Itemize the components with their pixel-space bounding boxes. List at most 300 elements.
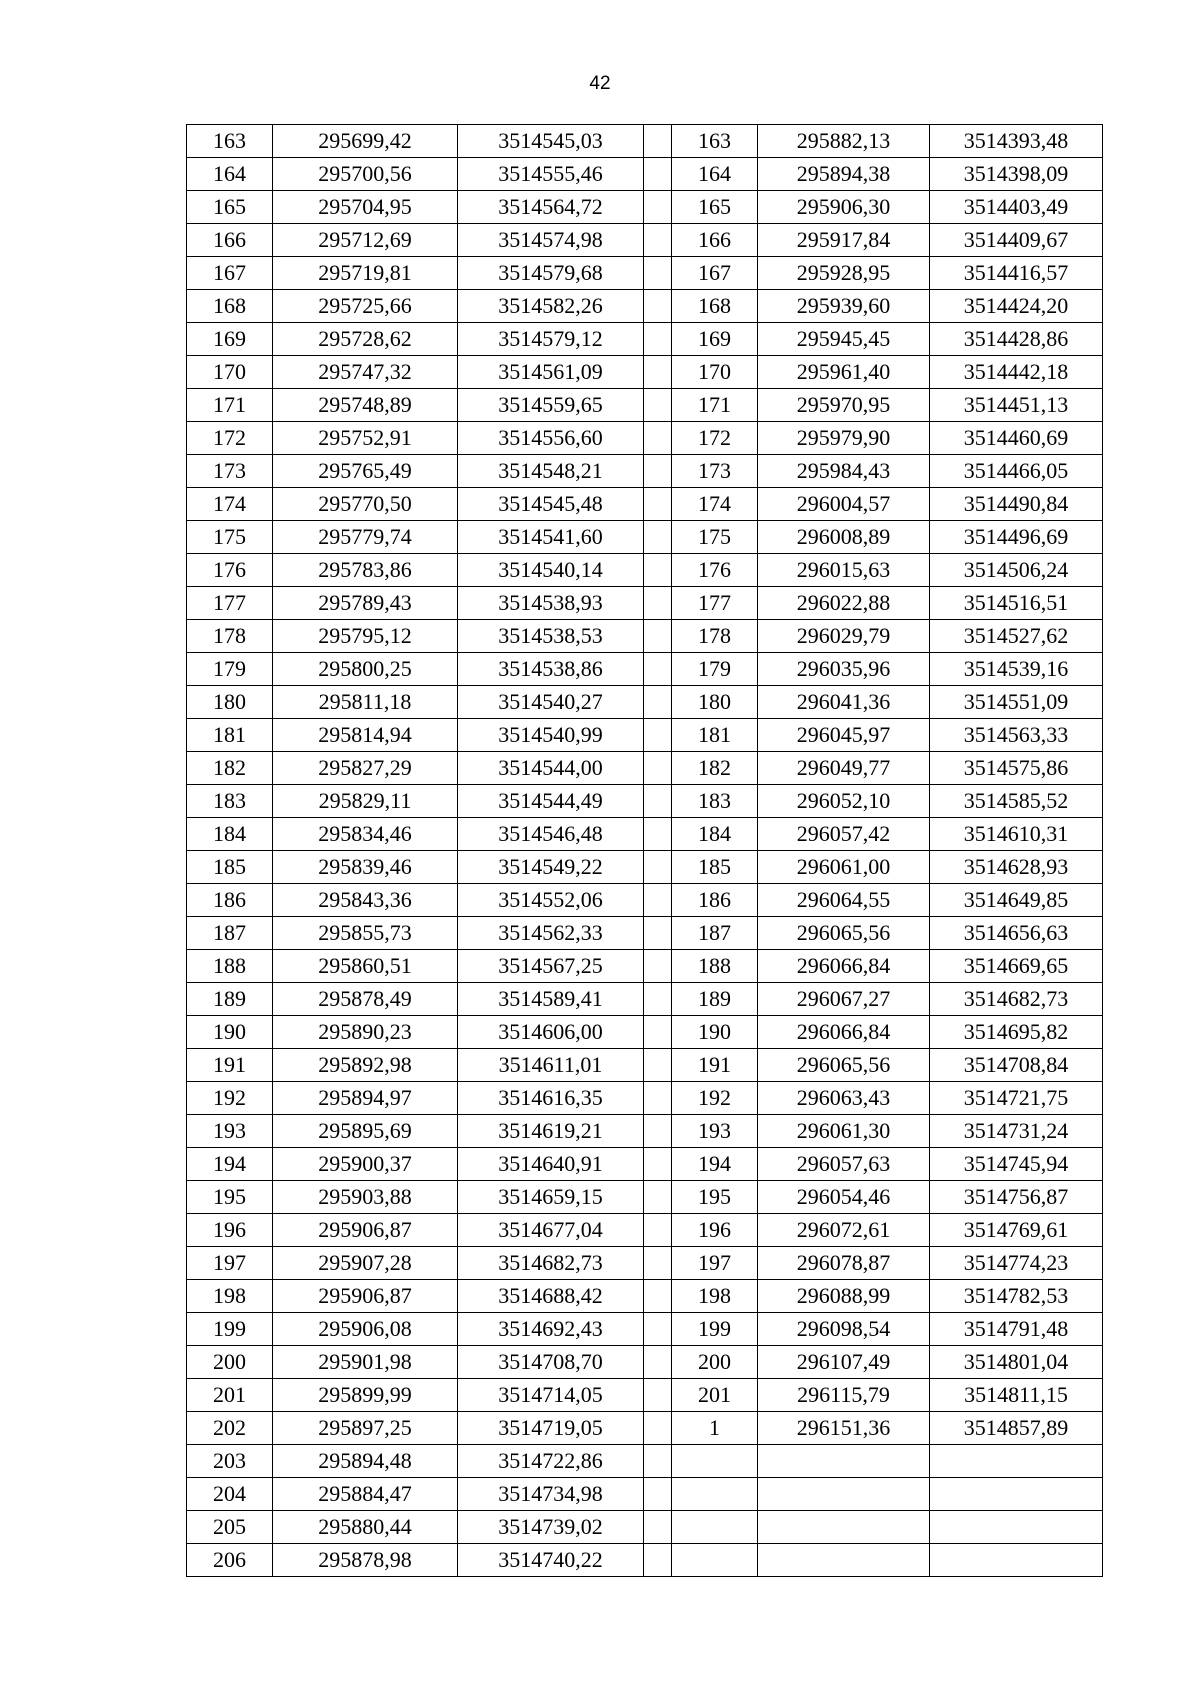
right-x-coordinate-cell: 295906,30 xyxy=(758,191,930,224)
table-row xyxy=(187,1412,1103,1445)
right-y-coordinate-cell xyxy=(930,1445,1103,1478)
right-x-coordinate-cell: 296151,36 xyxy=(758,1412,930,1445)
separator-cell xyxy=(644,1412,672,1445)
table-row xyxy=(187,191,1103,224)
right-y-coordinate-cell: 3514575,86 xyxy=(930,752,1103,785)
left-point-number-cell: 197 xyxy=(187,1247,273,1280)
left-x-coordinate-cell: 295878,98 xyxy=(273,1544,458,1577)
right-y-coordinate-cell xyxy=(930,1511,1103,1544)
left-point-number-cell: 185 xyxy=(187,851,273,884)
left-y-coordinate-cell: 3514579,12 xyxy=(458,323,644,356)
right-x-coordinate-cell: 296057,42 xyxy=(758,818,930,851)
separator-cell xyxy=(644,950,672,983)
left-x-coordinate-cell: 295903,88 xyxy=(273,1181,458,1214)
left-x-coordinate-cell: 295892,98 xyxy=(273,1049,458,1082)
left-x-coordinate-cell: 295895,69 xyxy=(273,1115,458,1148)
separator-cell xyxy=(644,1082,672,1115)
right-point-number-cell: 194 xyxy=(672,1148,758,1181)
right-x-coordinate-cell: 296004,57 xyxy=(758,488,930,521)
left-y-coordinate-cell: 3514545,03 xyxy=(458,125,644,158)
right-point-number-cell: 177 xyxy=(672,587,758,620)
left-point-number-cell: 182 xyxy=(187,752,273,785)
left-y-coordinate-cell: 3514538,93 xyxy=(458,587,644,620)
right-x-coordinate-cell: 295970,95 xyxy=(758,389,930,422)
right-point-number-cell xyxy=(672,1445,758,1478)
left-point-number-cell: 173 xyxy=(187,455,273,488)
left-y-coordinate-cell: 3514546,48 xyxy=(458,818,644,851)
separator-cell xyxy=(644,191,672,224)
left-x-coordinate-cell: 295855,73 xyxy=(273,917,458,950)
table-row xyxy=(187,1379,1103,1412)
right-y-coordinate-cell: 3514398,09 xyxy=(930,158,1103,191)
left-x-coordinate-cell: 295880,44 xyxy=(273,1511,458,1544)
right-x-coordinate-cell xyxy=(758,1511,930,1544)
separator-cell xyxy=(644,818,672,851)
left-point-number-cell: 195 xyxy=(187,1181,273,1214)
table-row xyxy=(187,884,1103,917)
right-point-number-cell: 168 xyxy=(672,290,758,323)
right-point-number-cell: 186 xyxy=(672,884,758,917)
right-y-coordinate-cell: 3514506,24 xyxy=(930,554,1103,587)
separator-cell xyxy=(644,1181,672,1214)
left-y-coordinate-cell: 3514564,72 xyxy=(458,191,644,224)
table-row xyxy=(187,1346,1103,1379)
right-y-coordinate-cell: 3514682,73 xyxy=(930,983,1103,1016)
separator-cell xyxy=(644,1148,672,1181)
left-y-coordinate-cell: 3514559,65 xyxy=(458,389,644,422)
left-point-number-cell: 172 xyxy=(187,422,273,455)
right-y-coordinate-cell xyxy=(930,1478,1103,1511)
left-x-coordinate-cell: 295860,51 xyxy=(273,950,458,983)
left-point-number-cell: 201 xyxy=(187,1379,273,1412)
right-y-coordinate-cell: 3514403,49 xyxy=(930,191,1103,224)
table-row xyxy=(187,1049,1103,1082)
table-row xyxy=(187,521,1103,554)
right-x-coordinate-cell: 296049,77 xyxy=(758,752,930,785)
left-point-number-cell: 190 xyxy=(187,1016,273,1049)
separator-cell xyxy=(644,620,672,653)
separator-cell xyxy=(644,1346,672,1379)
left-y-coordinate-cell: 3514682,73 xyxy=(458,1247,644,1280)
left-point-number-cell: 200 xyxy=(187,1346,273,1379)
right-x-coordinate-cell: 296035,96 xyxy=(758,653,930,686)
right-x-coordinate-cell: 296063,43 xyxy=(758,1082,930,1115)
separator-cell xyxy=(644,554,672,587)
separator-cell xyxy=(644,587,672,620)
left-y-coordinate-cell: 3514739,02 xyxy=(458,1511,644,1544)
left-point-number-cell: 178 xyxy=(187,620,273,653)
left-x-coordinate-cell: 295901,98 xyxy=(273,1346,458,1379)
left-y-coordinate-cell: 3514549,22 xyxy=(458,851,644,884)
table-row xyxy=(187,917,1103,950)
left-x-coordinate-cell: 295789,43 xyxy=(273,587,458,620)
right-point-number-cell: 181 xyxy=(672,719,758,752)
table-row xyxy=(187,257,1103,290)
left-y-coordinate-cell: 3514619,21 xyxy=(458,1115,644,1148)
left-point-number-cell: 194 xyxy=(187,1148,273,1181)
left-point-number-cell: 166 xyxy=(187,224,273,257)
left-y-coordinate-cell: 3514538,86 xyxy=(458,653,644,686)
left-x-coordinate-cell: 295795,12 xyxy=(273,620,458,653)
left-x-coordinate-cell: 295748,89 xyxy=(273,389,458,422)
right-y-coordinate-cell: 3514791,48 xyxy=(930,1313,1103,1346)
table-row xyxy=(187,1115,1103,1148)
left-x-coordinate-cell: 295897,25 xyxy=(273,1412,458,1445)
left-y-coordinate-cell: 3514540,27 xyxy=(458,686,644,719)
right-point-number-cell: 174 xyxy=(672,488,758,521)
right-point-number-cell: 172 xyxy=(672,422,758,455)
right-y-coordinate-cell: 3514649,85 xyxy=(930,884,1103,917)
left-y-coordinate-cell: 3514544,00 xyxy=(458,752,644,785)
right-x-coordinate-cell: 296088,99 xyxy=(758,1280,930,1313)
left-point-number-cell: 169 xyxy=(187,323,273,356)
right-x-coordinate-cell: 296041,36 xyxy=(758,686,930,719)
table-row xyxy=(187,488,1103,521)
right-point-number-cell: 185 xyxy=(672,851,758,884)
right-x-coordinate-cell: 296115,79 xyxy=(758,1379,930,1412)
left-y-coordinate-cell: 3514677,04 xyxy=(458,1214,644,1247)
separator-cell xyxy=(644,917,672,950)
left-y-coordinate-cell: 3514606,00 xyxy=(458,1016,644,1049)
left-x-coordinate-cell: 295699,42 xyxy=(273,125,458,158)
left-point-number-cell: 170 xyxy=(187,356,273,389)
separator-cell xyxy=(644,653,672,686)
right-x-coordinate-cell: 295979,90 xyxy=(758,422,930,455)
left-x-coordinate-cell: 295752,91 xyxy=(273,422,458,455)
right-y-coordinate-cell: 3514745,94 xyxy=(930,1148,1103,1181)
right-x-coordinate-cell xyxy=(758,1478,930,1511)
left-point-number-cell: 165 xyxy=(187,191,273,224)
left-x-coordinate-cell: 295814,94 xyxy=(273,719,458,752)
table-row xyxy=(187,1181,1103,1214)
separator-cell xyxy=(644,686,672,719)
right-point-number-cell: 171 xyxy=(672,389,758,422)
left-point-number-cell: 186 xyxy=(187,884,273,917)
separator-cell xyxy=(644,1016,672,1049)
right-x-coordinate-cell: 295928,95 xyxy=(758,257,930,290)
separator-cell xyxy=(644,884,672,917)
separator-cell xyxy=(644,1214,672,1247)
left-x-coordinate-cell: 295800,25 xyxy=(273,653,458,686)
right-point-number-cell: 180 xyxy=(672,686,758,719)
left-x-coordinate-cell: 295700,56 xyxy=(273,158,458,191)
left-point-number-cell: 189 xyxy=(187,983,273,1016)
right-point-number-cell xyxy=(672,1478,758,1511)
right-point-number-cell: 167 xyxy=(672,257,758,290)
table-row xyxy=(187,455,1103,488)
separator-cell xyxy=(644,422,672,455)
separator-cell xyxy=(644,290,672,323)
right-y-coordinate-cell: 3514428,86 xyxy=(930,323,1103,356)
table-row xyxy=(187,1247,1103,1280)
left-x-coordinate-cell: 295765,49 xyxy=(273,455,458,488)
left-y-coordinate-cell: 3514552,06 xyxy=(458,884,644,917)
table-row xyxy=(187,323,1103,356)
left-y-coordinate-cell: 3514616,35 xyxy=(458,1082,644,1115)
right-y-coordinate-cell: 3514782,53 xyxy=(930,1280,1103,1313)
left-x-coordinate-cell: 295783,86 xyxy=(273,554,458,587)
left-y-coordinate-cell: 3514659,15 xyxy=(458,1181,644,1214)
right-y-coordinate-cell: 3514416,57 xyxy=(930,257,1103,290)
left-point-number-cell: 192 xyxy=(187,1082,273,1115)
right-y-coordinate-cell: 3514460,69 xyxy=(930,422,1103,455)
right-x-coordinate-cell: 296022,88 xyxy=(758,587,930,620)
left-point-number-cell: 163 xyxy=(187,125,273,158)
left-point-number-cell: 187 xyxy=(187,917,273,950)
right-y-coordinate-cell: 3514628,93 xyxy=(930,851,1103,884)
table-row xyxy=(187,1082,1103,1115)
right-y-coordinate-cell: 3514539,16 xyxy=(930,653,1103,686)
separator-cell xyxy=(644,158,672,191)
right-y-coordinate-cell: 3514585,52 xyxy=(930,785,1103,818)
separator-cell xyxy=(644,356,672,389)
right-point-number-cell: 201 xyxy=(672,1379,758,1412)
left-point-number-cell: 174 xyxy=(187,488,273,521)
left-point-number-cell: 171 xyxy=(187,389,273,422)
right-x-coordinate-cell: 295939,60 xyxy=(758,290,930,323)
left-point-number-cell: 205 xyxy=(187,1511,273,1544)
right-y-coordinate-cell: 3514731,24 xyxy=(930,1115,1103,1148)
separator-cell xyxy=(644,851,672,884)
left-point-number-cell: 180 xyxy=(187,686,273,719)
table-row xyxy=(187,587,1103,620)
right-y-coordinate-cell: 3514490,84 xyxy=(930,488,1103,521)
separator-cell xyxy=(644,752,672,785)
left-x-coordinate-cell: 295899,99 xyxy=(273,1379,458,1412)
left-point-number-cell: 196 xyxy=(187,1214,273,1247)
right-y-coordinate-cell: 3514393,48 xyxy=(930,125,1103,158)
left-y-coordinate-cell: 3514540,99 xyxy=(458,719,644,752)
separator-cell xyxy=(644,521,672,554)
table-row xyxy=(187,1214,1103,1247)
right-x-coordinate-cell: 296064,55 xyxy=(758,884,930,917)
left-y-coordinate-cell: 3514722,86 xyxy=(458,1445,644,1478)
left-x-coordinate-cell: 295878,49 xyxy=(273,983,458,1016)
right-point-number-cell: 170 xyxy=(672,356,758,389)
right-x-coordinate-cell: 295945,45 xyxy=(758,323,930,356)
left-point-number-cell: 181 xyxy=(187,719,273,752)
left-x-coordinate-cell: 295728,62 xyxy=(273,323,458,356)
left-x-coordinate-cell: 295712,69 xyxy=(273,224,458,257)
right-point-number-cell: 195 xyxy=(672,1181,758,1214)
left-point-number-cell: 193 xyxy=(187,1115,273,1148)
table-row xyxy=(187,1511,1103,1544)
table-row xyxy=(187,356,1103,389)
right-x-coordinate-cell: 296045,97 xyxy=(758,719,930,752)
right-y-coordinate-cell: 3514563,33 xyxy=(930,719,1103,752)
left-y-coordinate-cell: 3514545,48 xyxy=(458,488,644,521)
right-y-coordinate-cell: 3514669,65 xyxy=(930,950,1103,983)
right-x-coordinate-cell: 296008,89 xyxy=(758,521,930,554)
right-point-number-cell: 198 xyxy=(672,1280,758,1313)
right-y-coordinate-cell: 3514442,18 xyxy=(930,356,1103,389)
left-y-coordinate-cell: 3514556,60 xyxy=(458,422,644,455)
separator-cell xyxy=(644,1313,672,1346)
right-point-number-cell: 182 xyxy=(672,752,758,785)
left-x-coordinate-cell: 295725,66 xyxy=(273,290,458,323)
left-y-coordinate-cell: 3514567,25 xyxy=(458,950,644,983)
right-y-coordinate-cell: 3514774,23 xyxy=(930,1247,1103,1280)
right-point-number-cell: 175 xyxy=(672,521,758,554)
left-x-coordinate-cell: 295811,18 xyxy=(273,686,458,719)
right-x-coordinate-cell: 296065,56 xyxy=(758,917,930,950)
left-point-number-cell: 204 xyxy=(187,1478,273,1511)
left-x-coordinate-cell: 295747,32 xyxy=(273,356,458,389)
right-y-coordinate-cell: 3514708,84 xyxy=(930,1049,1103,1082)
left-x-coordinate-cell: 295890,23 xyxy=(273,1016,458,1049)
separator-cell xyxy=(644,785,672,818)
left-point-number-cell: 206 xyxy=(187,1544,273,1577)
left-x-coordinate-cell: 295894,97 xyxy=(273,1082,458,1115)
table-row xyxy=(187,785,1103,818)
right-point-number-cell: 163 xyxy=(672,125,758,158)
separator-cell xyxy=(644,257,672,290)
right-x-coordinate-cell xyxy=(758,1544,930,1577)
left-y-coordinate-cell: 3514582,26 xyxy=(458,290,644,323)
separator-cell xyxy=(644,719,672,752)
right-x-coordinate-cell: 296065,56 xyxy=(758,1049,930,1082)
left-x-coordinate-cell: 295704,95 xyxy=(273,191,458,224)
left-point-number-cell: 179 xyxy=(187,653,273,686)
right-y-coordinate-cell: 3514527,62 xyxy=(930,620,1103,653)
table-row xyxy=(187,620,1103,653)
left-y-coordinate-cell: 3514708,70 xyxy=(458,1346,644,1379)
left-x-coordinate-cell: 295834,46 xyxy=(273,818,458,851)
separator-cell xyxy=(644,1544,672,1577)
left-y-coordinate-cell: 3514692,43 xyxy=(458,1313,644,1346)
left-point-number-cell: 184 xyxy=(187,818,273,851)
left-y-coordinate-cell: 3514740,22 xyxy=(458,1544,644,1577)
right-point-number-cell: 191 xyxy=(672,1049,758,1082)
left-x-coordinate-cell: 295827,29 xyxy=(273,752,458,785)
left-y-coordinate-cell: 3514541,60 xyxy=(458,521,644,554)
table-row xyxy=(187,422,1103,455)
table-row xyxy=(187,389,1103,422)
left-point-number-cell: 168 xyxy=(187,290,273,323)
left-x-coordinate-cell: 295829,11 xyxy=(273,785,458,818)
left-y-coordinate-cell: 3514555,46 xyxy=(458,158,644,191)
left-y-coordinate-cell: 3514538,53 xyxy=(458,620,644,653)
right-point-number-cell: 1 xyxy=(672,1412,758,1445)
right-x-coordinate-cell: 296052,10 xyxy=(758,785,930,818)
right-point-number-cell: 164 xyxy=(672,158,758,191)
right-x-coordinate-cell xyxy=(758,1445,930,1478)
right-x-coordinate-cell: 296066,84 xyxy=(758,1016,930,1049)
right-y-coordinate-cell: 3514466,05 xyxy=(930,455,1103,488)
separator-cell xyxy=(644,389,672,422)
right-x-coordinate-cell: 295961,40 xyxy=(758,356,930,389)
left-y-coordinate-cell: 3514574,98 xyxy=(458,224,644,257)
left-x-coordinate-cell: 295906,87 xyxy=(273,1280,458,1313)
right-x-coordinate-cell: 296015,63 xyxy=(758,554,930,587)
right-point-number-cell xyxy=(672,1511,758,1544)
right-point-number-cell: 190 xyxy=(672,1016,758,1049)
right-point-number-cell: 169 xyxy=(672,323,758,356)
right-x-coordinate-cell: 296054,46 xyxy=(758,1181,930,1214)
right-x-coordinate-cell: 295984,43 xyxy=(758,455,930,488)
left-x-coordinate-cell: 295907,28 xyxy=(273,1247,458,1280)
left-x-coordinate-cell: 295779,74 xyxy=(273,521,458,554)
table-row xyxy=(187,752,1103,785)
left-point-number-cell: 176 xyxy=(187,554,273,587)
right-point-number-cell: 199 xyxy=(672,1313,758,1346)
left-x-coordinate-cell: 295839,46 xyxy=(273,851,458,884)
right-y-coordinate-cell: 3514551,09 xyxy=(930,686,1103,719)
right-x-coordinate-cell: 295894,38 xyxy=(758,158,930,191)
left-point-number-cell: 198 xyxy=(187,1280,273,1313)
left-x-coordinate-cell: 295843,36 xyxy=(273,884,458,917)
left-point-number-cell: 188 xyxy=(187,950,273,983)
left-y-coordinate-cell: 3514719,05 xyxy=(458,1412,644,1445)
right-y-coordinate-cell: 3514409,67 xyxy=(930,224,1103,257)
left-x-coordinate-cell: 295884,47 xyxy=(273,1478,458,1511)
right-point-number-cell: 173 xyxy=(672,455,758,488)
left-point-number-cell: 167 xyxy=(187,257,273,290)
table-row xyxy=(187,290,1103,323)
table-row xyxy=(187,224,1103,257)
right-point-number-cell: 178 xyxy=(672,620,758,653)
right-point-number-cell: 197 xyxy=(672,1247,758,1280)
right-x-coordinate-cell: 296067,27 xyxy=(758,983,930,1016)
right-y-coordinate-cell: 3514516,51 xyxy=(930,587,1103,620)
right-point-number-cell xyxy=(672,1544,758,1577)
table-row xyxy=(187,1544,1103,1577)
table-row xyxy=(187,719,1103,752)
table-row xyxy=(187,851,1103,884)
right-point-number-cell: 200 xyxy=(672,1346,758,1379)
right-y-coordinate-cell: 3514769,61 xyxy=(930,1214,1103,1247)
left-x-coordinate-cell: 295906,08 xyxy=(273,1313,458,1346)
table-row xyxy=(187,1016,1103,1049)
right-y-coordinate-cell: 3514857,89 xyxy=(930,1412,1103,1445)
left-point-number-cell: 175 xyxy=(187,521,273,554)
right-x-coordinate-cell: 295917,84 xyxy=(758,224,930,257)
left-point-number-cell: 191 xyxy=(187,1049,273,1082)
right-y-coordinate-cell xyxy=(930,1544,1103,1577)
left-point-number-cell: 164 xyxy=(187,158,273,191)
separator-cell xyxy=(644,983,672,1016)
left-point-number-cell: 203 xyxy=(187,1445,273,1478)
right-x-coordinate-cell: 296061,00 xyxy=(758,851,930,884)
right-y-coordinate-cell: 3514451,13 xyxy=(930,389,1103,422)
separator-cell xyxy=(644,1280,672,1313)
table-row xyxy=(187,653,1103,686)
left-y-coordinate-cell: 3514714,05 xyxy=(458,1379,644,1412)
separator-cell xyxy=(644,1247,672,1280)
left-x-coordinate-cell: 295719,81 xyxy=(273,257,458,290)
right-point-number-cell: 196 xyxy=(672,1214,758,1247)
left-x-coordinate-cell: 295906,87 xyxy=(273,1214,458,1247)
separator-cell xyxy=(644,488,672,521)
right-x-coordinate-cell: 296072,61 xyxy=(758,1214,930,1247)
separator-cell xyxy=(644,1379,672,1412)
left-y-coordinate-cell: 3514611,01 xyxy=(458,1049,644,1082)
left-x-coordinate-cell: 295894,48 xyxy=(273,1445,458,1478)
table-row xyxy=(187,1478,1103,1511)
separator-cell xyxy=(644,1445,672,1478)
right-point-number-cell: 184 xyxy=(672,818,758,851)
table-row xyxy=(187,950,1103,983)
table-row xyxy=(187,125,1103,158)
right-point-number-cell: 179 xyxy=(672,653,758,686)
separator-cell xyxy=(644,224,672,257)
right-x-coordinate-cell: 296061,30 xyxy=(758,1115,930,1148)
table-row xyxy=(187,686,1103,719)
right-x-coordinate-cell: 296066,84 xyxy=(758,950,930,983)
left-y-coordinate-cell: 3514589,41 xyxy=(458,983,644,1016)
separator-cell xyxy=(644,1478,672,1511)
right-point-number-cell: 187 xyxy=(672,917,758,950)
